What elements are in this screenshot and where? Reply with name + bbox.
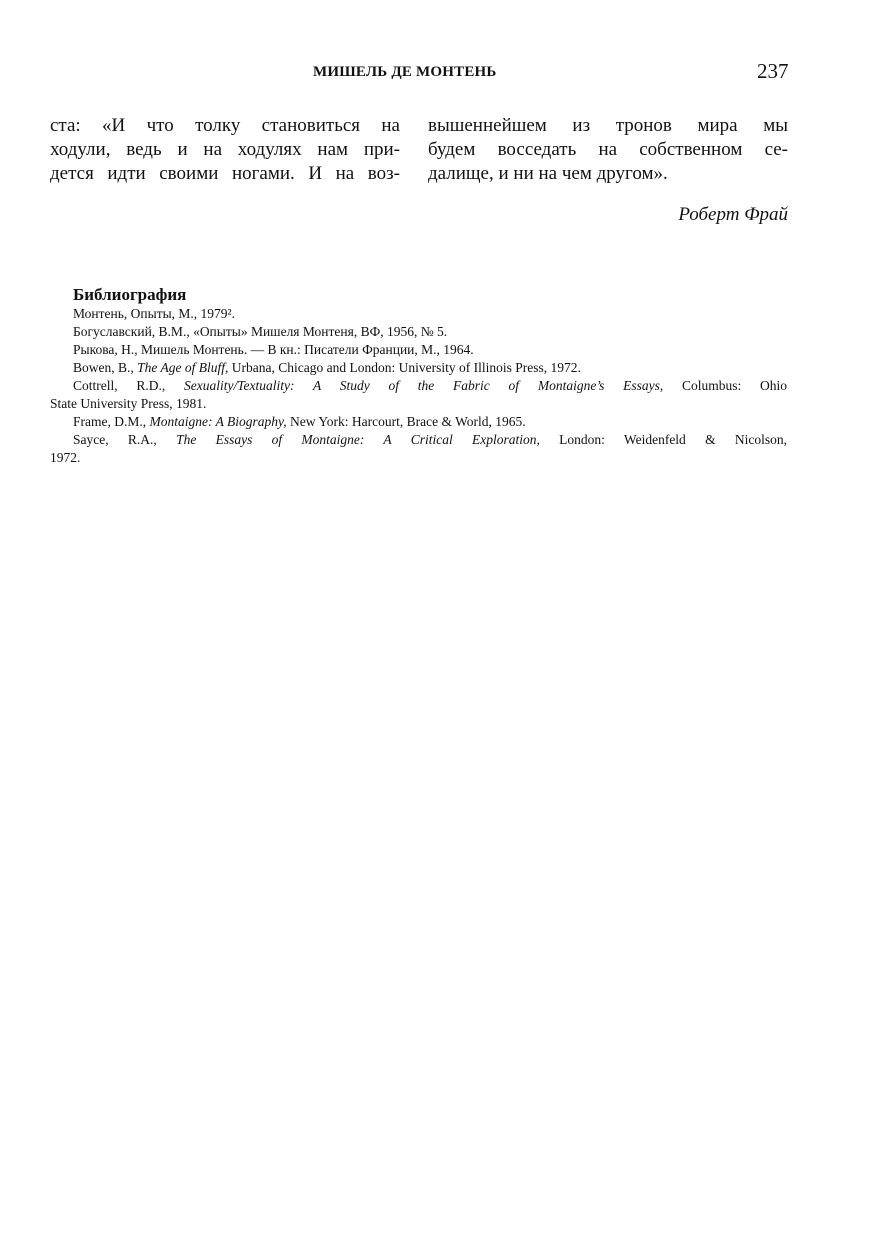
bibliography-title: Sexuality/Textuality: A Study of the Fabric of Montaigne’s Essays, <box>184 378 664 393</box>
bibliography-entry <box>50 323 787 341</box>
bibliography-publisher: London: Weidenfeld & Nicolson, <box>539 432 787 447</box>
bibliography-entry <box>50 413 787 431</box>
bibliography-publisher: Urbana, Chicago and London: University of Illinois Press, 1972. <box>228 360 581 375</box>
bibliography-author: Bowen, B., <box>73 360 138 375</box>
text-line: будем восседать на собственном се- <box>428 139 788 160</box>
text-line: вышеннейшем из тронов мира мы <box>428 115 788 136</box>
bibliography-entry-text <box>50 431 787 449</box>
text-line: ста: «И что толку становиться на <box>50 115 400 136</box>
bibliography-author: Frame, D.M., <box>73 414 150 429</box>
bibliography-entry-text: Рыкова, Н., Мишель Монтень. — В кн.: Писатели Франции, М., 1964. <box>73 342 474 357</box>
bibliography-author: Cottrell, R.D., <box>73 378 185 393</box>
bibliography-publisher: New York: Harcourt, Brace & World, 1965. <box>286 414 526 429</box>
bibliography-entry-text: Богуславский, В.М., «Опыты» Мишеля Монтеня, ВФ, 1956, № 5. <box>73 324 448 339</box>
bibliography-heading: Библиография <box>73 285 187 304</box>
bibliography-list <box>50 305 787 467</box>
text-column-left <box>50 114 400 186</box>
bibliography-entry <box>50 359 787 377</box>
bibliography-entry-text: Монтень, Опыты, М., 1979². <box>73 306 235 321</box>
bibliography-entry <box>50 431 787 467</box>
bibliography-author: Sayce, R.A., <box>73 432 177 447</box>
text-column-right <box>428 114 788 186</box>
text-line: дется идти своими ногами. И на воз- <box>50 163 400 184</box>
bibliography-title: Montaigne: A Biography, <box>149 414 287 429</box>
bibliography-entry-continuation: State University Press, 1981. <box>50 396 207 411</box>
bibliography-entry-continuation: 1972. <box>50 450 81 465</box>
text-line: далище, и ни на чем другом». <box>428 163 668 184</box>
text-line: ходули, ведь и на ходулях нам при- <box>50 139 400 160</box>
bibliography-entry-text <box>50 359 787 377</box>
bibliography-entry <box>50 377 787 413</box>
bibliography-title: The Age of Bluff, <box>137 360 229 375</box>
running-head: МИШЕЛЬ ДЕ МОНТЕНЬ <box>313 64 497 80</box>
bibliography-entry-text <box>50 377 787 395</box>
bibliography-entry <box>50 305 787 323</box>
page-number: 237 <box>757 59 789 83</box>
bibliography-publisher: Columbus: Ohio <box>663 378 788 393</box>
bibliography-entry-text <box>50 413 787 431</box>
bibliography-entry <box>50 341 787 359</box>
author-signature: Роберт Фрай <box>678 204 788 225</box>
bibliography-title: The Essays of Montaigne: A Critical Exploration, <box>176 432 540 447</box>
